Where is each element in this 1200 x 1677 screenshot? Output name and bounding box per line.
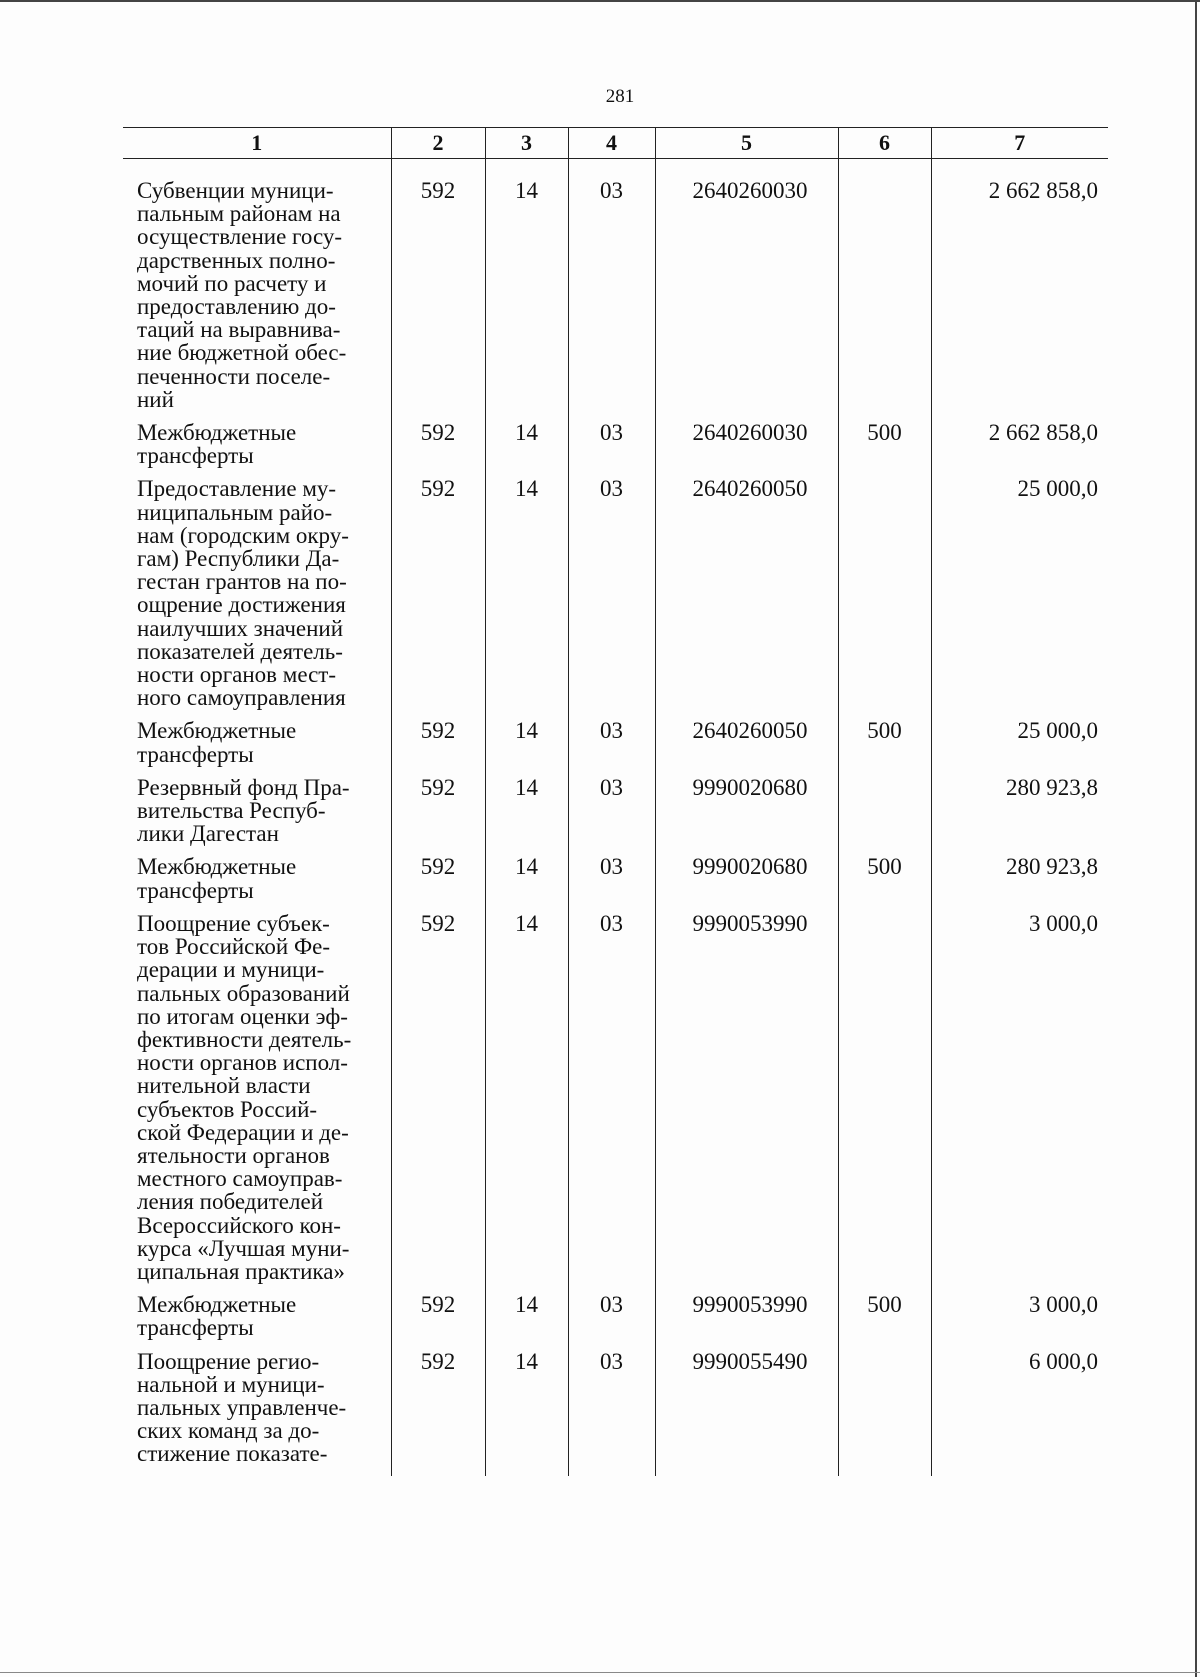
description-line: Предоставление му- [137,476,337,502]
ministry-code-cell: 592 [391,477,485,719]
row-description [123,159,391,422]
row-description [123,719,391,775]
description-line: фективности деятель- [137,1026,352,1052]
amount-cell: 6 000,0 [931,1350,1108,1476]
amount-cell: 280 923,8 [931,776,1108,856]
target-article-cell: 2640260050 [655,477,838,719]
ministry-code-cell: 592 [391,159,485,422]
section-code-cell: 14 [485,1350,568,1476]
column-header: 2 [391,128,485,159]
description-line: нальной и муници- [137,1371,325,1397]
target-article-cell: 9990055490 [655,1350,838,1476]
description-line: трансферты [137,877,254,903]
expense-type-cell: 500 [838,421,931,477]
amount-cell: 3 000,0 [931,1293,1108,1349]
ministry-code-cell: 592 [391,912,485,1293]
subsection-code-cell: 03 [568,1293,655,1349]
description-line: ного самоуправления [137,685,346,711]
description-line: наилучших значений [137,615,344,641]
subsection-code-cell: 03 [568,477,655,719]
description-line: Поощрение регио- [137,1348,320,1374]
target-article-cell: 9990020680 [655,855,838,911]
table-row [123,719,1108,775]
table-row [123,1350,1108,1476]
amount-cell: 2 662 858,0 [931,159,1108,422]
expense-type-cell: 500 [838,855,931,911]
budget-table-sheet [123,127,1108,1476]
row-description [123,855,391,911]
description-line: лики Дагестан [137,821,279,847]
description-line: Межбюджетные [137,718,297,744]
description-line: гам) Республики Да- [137,546,340,572]
target-article-cell: 2640260030 [655,159,838,422]
section-code-cell: 14 [485,477,568,719]
description-line: нительной власти [137,1073,311,1099]
description-line: Резервный фонд Пра- [137,774,350,800]
table-body [123,159,1108,1476]
subsection-code-cell: 03 [568,421,655,477]
budget-table [123,127,1108,1476]
column-header: 3 [485,128,568,159]
description-line: ний [137,386,174,412]
ministry-code-cell: 592 [391,421,485,477]
description-line: субъектов Россий- [137,1096,318,1122]
page-border-bottom [0,1672,1200,1673]
description-line: Субвенции муници- [137,178,334,203]
amount-cell: 25 000,0 [931,719,1108,775]
ministry-code-cell: 592 [391,719,485,775]
section-code-cell: 14 [485,855,568,911]
description-line: пальных образований [137,980,350,1006]
description-line: мочий по расчету и [137,270,327,296]
description-line: ощрение достижения [137,592,346,618]
description-line: нам (городским окру- [137,522,349,548]
row-description [123,1293,391,1349]
row-description [123,477,391,719]
ministry-code-cell: 592 [391,1350,485,1476]
description-line: стижение показате- [137,1441,328,1467]
subsection-code-cell: 03 [568,855,655,911]
description-line: Межбюджетные [137,420,297,446]
section-code-cell: 14 [485,421,568,477]
table-row [123,1293,1108,1349]
description-line: трансферты [137,443,254,469]
column-header: 1 [123,128,391,159]
description-line: по итогам оценки эф- [137,1003,348,1029]
row-description [123,912,391,1293]
description-line: Межбюджетные [137,1292,297,1318]
column-header: 4 [568,128,655,159]
description-line: ние бюджетной обес- [137,340,347,366]
table-row [123,912,1108,1293]
subsection-code-cell: 03 [568,159,655,422]
subsection-code-cell: 03 [568,1350,655,1476]
description-line: пальным районам на [137,201,341,227]
description-line: печенности поселе- [137,363,331,389]
description-line: ности органов испол- [137,1050,348,1076]
expense-type-cell [838,776,931,856]
expense-type-cell [838,1350,931,1476]
row-description [123,421,391,477]
column-header: 5 [655,128,838,159]
description-line: пальных управленче- [137,1394,347,1420]
section-code-cell: 14 [485,719,568,775]
description-line: ниципальным райо- [137,499,333,525]
table-row [123,776,1108,856]
section-code-cell: 14 [485,159,568,422]
description-line: ских команд за до- [137,1418,320,1444]
table-row [123,855,1108,911]
description-line: Межбюджетные [137,854,297,880]
page-border-top [0,0,1200,2]
description-line: дерации и муници- [137,957,325,983]
description-line: курса «Лучшая муни- [137,1235,350,1261]
ministry-code-cell: 592 [391,1293,485,1349]
ministry-code-cell: 592 [391,855,485,911]
ministry-code-cell: 592 [391,776,485,856]
subsection-code-cell: 03 [568,719,655,775]
expense-type-cell: 500 [838,1293,931,1349]
subsection-code-cell: 03 [568,912,655,1293]
amount-cell: 280 923,8 [931,855,1108,911]
subsection-code-cell: 03 [568,776,655,856]
table-row [123,421,1108,477]
expense-type-cell: 500 [838,719,931,775]
section-code-cell: 14 [485,776,568,856]
amount-cell: 3 000,0 [931,912,1108,1293]
table-header-row [123,128,1108,159]
row-description [123,776,391,856]
description-line: гестан грантов на по- [137,569,347,595]
description-line: осуществление госу- [137,224,343,250]
description-line: Поощрение субъек- [137,910,330,936]
description-line: Всероссийского кон- [137,1212,341,1238]
amount-cell: 25 000,0 [931,477,1108,719]
description-line: ления победителей [137,1189,324,1215]
expense-type-cell [838,912,931,1293]
expense-type-cell [838,159,931,422]
table-row [123,159,1108,422]
description-line: трансферты [137,741,254,767]
amount-cell: 2 662 858,0 [931,421,1108,477]
description-line: ности органов мест- [137,662,337,688]
target-article-cell: 9990053990 [655,1293,838,1349]
target-article-cell: 9990053990 [655,912,838,1293]
target-article-cell: 2640260050 [655,719,838,775]
target-article-cell: 9990020680 [655,776,838,856]
section-code-cell: 14 [485,1293,568,1349]
description-line: ятельности органов [137,1142,330,1168]
description-line: тов Российской Фе- [137,934,330,960]
target-article-cell: 2640260030 [655,421,838,477]
description-line: предоставлению до- [137,294,336,320]
column-header: 7 [931,128,1108,159]
page-border-right [1195,0,1197,1677]
table-row [123,477,1108,719]
description-line: вительства Респуб- [137,798,326,824]
description-line: таций на выравнива- [137,317,341,343]
expense-type-cell [838,477,931,719]
page-number: 281 [605,86,635,107]
description-line: местного самоуправ- [137,1166,343,1192]
description-line: ской Федерации и де- [137,1119,349,1145]
row-description [123,1350,391,1476]
description-line: ципальная практика» [137,1258,345,1284]
description-line: показателей деятель- [137,638,343,664]
column-header: 6 [838,128,931,159]
section-code-cell: 14 [485,912,568,1293]
description-line: дарственных полно- [137,247,336,273]
description-line: трансферты [137,1315,254,1341]
